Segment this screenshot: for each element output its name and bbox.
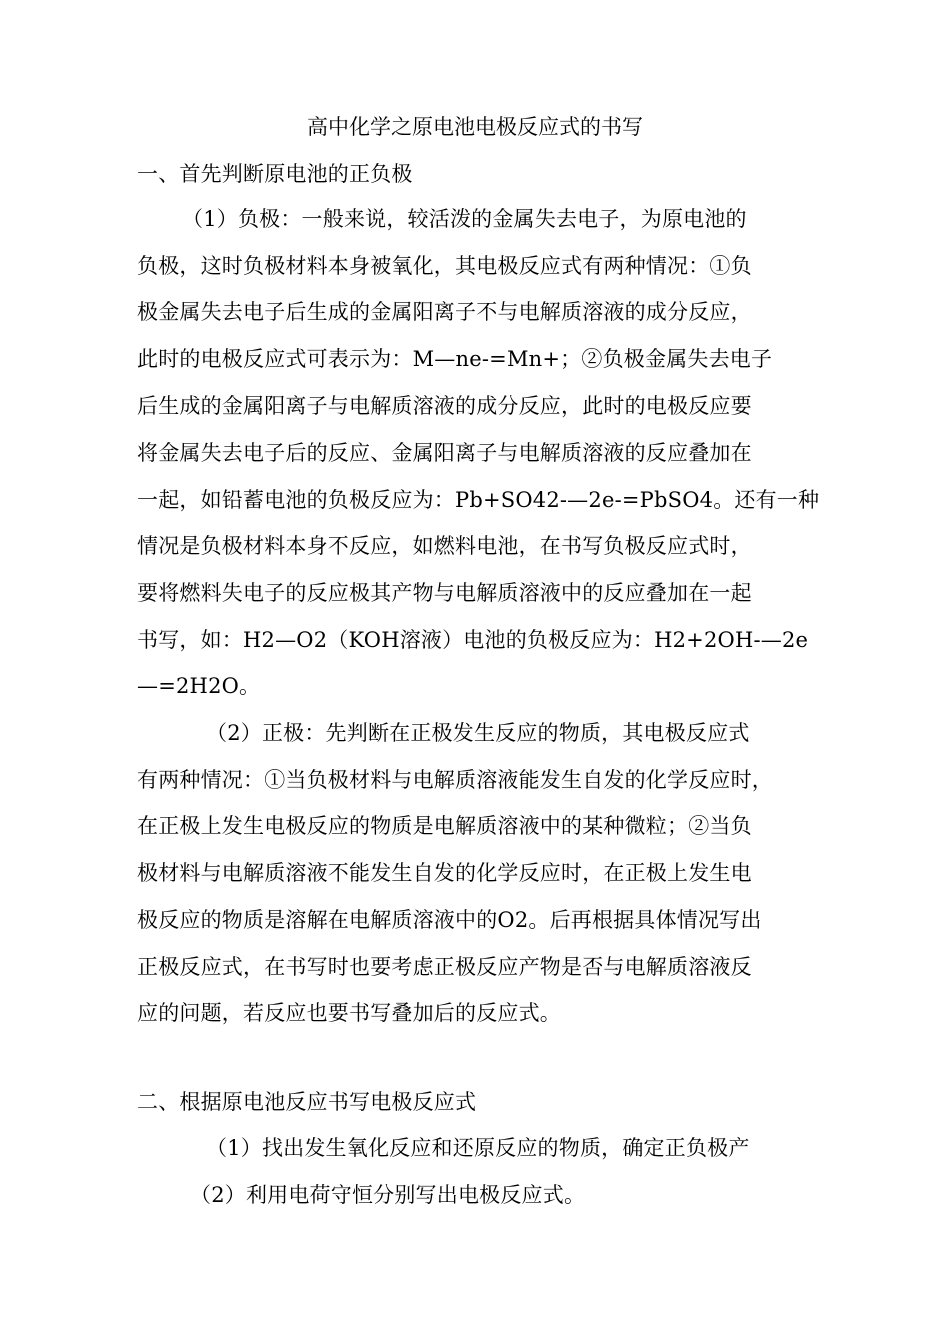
para1-line-8: 情况是负极材料本身不反应，如燃料电池，在书写负极反应式时，	[137, 534, 752, 558]
para1-line-9: 要将燃料失电子的反应极其产物与电解质溶液中的反应叠加在一起	[137, 581, 752, 605]
document-title: 高中化学之原电池电极反应式的书写	[307, 115, 643, 139]
para2-line-1: （2）正极：先判断在正极发生反应的物质，其电极反应式	[206, 721, 750, 745]
section1-heading: 一、首先判断原电池的正负极	[137, 162, 413, 186]
para2-line-4: 极材料与电解质溶液不能发生自发的化学反应时，在正极上发生电	[137, 861, 752, 885]
para2-line-7: 应的问题，若反应也要书写叠加后的反应式。	[137, 1001, 561, 1025]
para2-line-5: 极反应的物质是溶解在电解质溶液中的O2。后再根据具体情况写出	[137, 908, 762, 932]
para1-line-1: （1）负极：一般来说，较活泼的金属失去电子，为原电池的	[182, 207, 747, 231]
section2-line-1: （1）找出发生氧化反应和还原反应的物质，确定正负极产	[206, 1136, 750, 1160]
para1-line-6: 将金属失去电子后的反应、金属阳离子与电解质溶液的反应叠加在	[137, 441, 752, 465]
para2-line-6: 正极反应式，在书写时也要考虑正极反应产物是否与电解质溶液反	[137, 955, 752, 979]
para1-line-11: —=2H2O。	[137, 674, 261, 698]
para1-line-10: 书写，如：H2—O2（KOH溶液）电池的负极反应为：H2+2OH-—2e	[137, 628, 809, 652]
section2-line-2: （2）利用电荷守恒分别写出电极反应式。	[190, 1183, 586, 1207]
para1-line-4: 此时的电极反应式可表示为：M—ne-=Mn+；②负极金属失去电子	[137, 347, 773, 371]
para1-line-5: 后生成的金属阳离子与电解质溶液的成分反应，此时的电极反应要	[137, 394, 752, 418]
section2-heading: 二、根据原电池反应书写电极反应式	[137, 1090, 477, 1114]
para2-line-2: 有两种情况：①当负极材料与电解质溶液能发生自发的化学反应时，	[137, 768, 773, 792]
para1-line-7: 一起，如铅蓄电池的负极反应为：Pb+SO42-—2e-=PbSO4。还有一种	[137, 488, 820, 512]
para1-line-3: 极金属失去电子后生成的金属阳离子不与电解质溶液的成分反应，	[137, 300, 752, 324]
para1-line-2: 负极，这时负极材料本身被氧化，其电极反应式有两种情况：①负	[137, 254, 752, 278]
para2-line-3: 在正极上发生电极反应的物质是电解质溶液中的某种微粒；②当负	[137, 814, 752, 838]
